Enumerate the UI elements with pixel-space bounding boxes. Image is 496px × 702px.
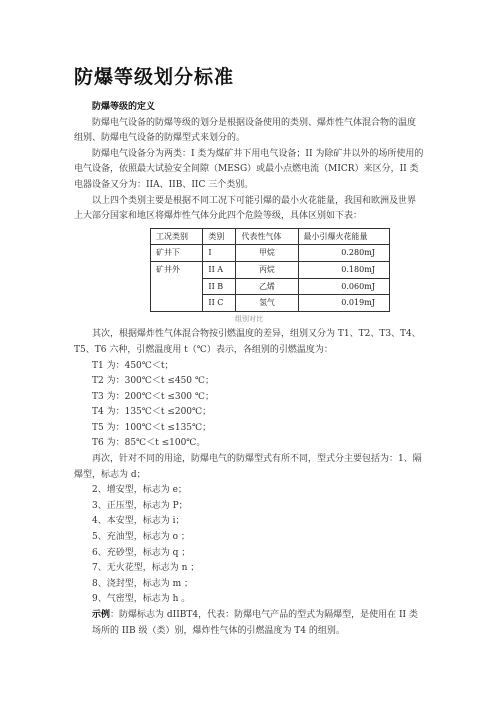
table-cell: 0.280mJ — [298, 245, 389, 262]
protection-type-item: 7、无火花型，标志为 n ； — [92, 563, 200, 574]
protection-type-item: 6、充砂型，标志为 q ； — [92, 547, 191, 558]
temperature-group-item: T5 为：100℃＜t ≤135℃； — [92, 422, 212, 433]
paragraph-definition: 防爆电气设备的防爆等级的划分是根据设备使用的类别、爆炸性气体混合物的温度组别、防爆电气设备的防爆型式来划分的。 — [74, 117, 417, 144]
table-cell: 矿井下 — [151, 245, 203, 262]
table-header-cell: 最小引爆火花能量 — [298, 228, 389, 245]
table-cell: 乙烯 — [236, 278, 298, 295]
table-cell: I — [203, 245, 236, 262]
protection-type-item: 5、充油型，标志为 o ； — [92, 532, 190, 543]
table-cell: 0.019mJ — [298, 295, 389, 312]
example-label: 示例 — [92, 610, 111, 620]
table-row — [151, 261, 390, 278]
example-paragraph — [74, 608, 424, 639]
table-cell: 矿井外 — [151, 261, 203, 311]
protection-type-item: 9、气密型，标志为 h 。 — [92, 594, 191, 605]
table-cell: 丙烷 — [236, 261, 298, 278]
table-caption: 组别对比 — [235, 314, 263, 323]
table-cell: II A — [203, 261, 236, 278]
table-header-cell: 工况类别 — [151, 228, 203, 245]
paragraph-table-intro: 以上四个类别主要是根据不同工况下可能引爆的最小火花能量，我国和欧洲及世界上大部分国家和地区将爆炸性气体分此四个危险等级，具体区别如下表： — [74, 195, 417, 222]
temperature-group-item: T4 为：135℃＜t ≤200℃； — [92, 407, 212, 418]
page-title: 防爆等级划分标准 — [74, 66, 235, 88]
document-body — [74, 100, 424, 639]
temperature-group-item: T1 为：450℃＜t； — [92, 360, 174, 371]
protection-type-item: 8、浇封型，标志为 m ； — [92, 578, 193, 589]
table-header-cell: 代表性气体 — [236, 228, 298, 245]
paragraph-temperature-intro: 其次，根据爆炸性气体混合物按引燃温度的差异，组别又分为 T1、T2、T3、T4、T5、T6 六种，引燃温度用 t（℃）表示，各组别的引燃温度为： — [74, 329, 421, 355]
table-cell: II B — [203, 278, 236, 295]
protection-type-item: 2、增安型，标志为 e； — [92, 485, 187, 496]
section-heading: 防爆等级的定义 — [92, 102, 156, 112]
table-cell: 0.060mJ — [298, 278, 389, 295]
protection-type-item: 3、正压型，标志为 P； — [92, 500, 188, 511]
example-text: ：防爆标志为 dIIBT4，代表：防爆电气产品的型式为隔爆型，是使用在 II 类场所的 IIB 级（类）别，爆炸性气体的引燃温度为 T4 的组别。 — [92, 610, 418, 636]
paragraph-classes: 防爆电气设备分为两类：I 类为煤矿井下用电气设备；II 为除矿井以外的场所使用的电气设备，依照最大试验安全间隙（MESG）或最小点燃电流（MICR）来区分，II 类电器设备又分为：IIA、IIB、IIC 三个类别。 — [74, 148, 424, 190]
table-cell: 氢气 — [236, 295, 298, 312]
table-row — [151, 245, 390, 262]
paragraph-types-intro: 再次，针对不同的用途，防爆电气的防爆型式有所不同，型式分主要包括为：1、隔爆型，标志为 d； — [74, 454, 422, 480]
group-comparison-table — [150, 228, 390, 312]
temperature-group-item: T2 为：300℃＜t ≤450 ℃； — [92, 376, 214, 387]
table-cell: 甲烷 — [236, 245, 298, 262]
table-header-cell: 类别 — [203, 228, 236, 245]
protection-type-item: 4、本安型，标志为 i； — [92, 516, 185, 527]
temperature-group-item: T3 为：200℃＜t ≤300 ℃； — [92, 391, 214, 402]
table-cell: II C — [203, 295, 236, 312]
table-header-row — [151, 228, 390, 245]
table-cell: 0.180mJ — [298, 261, 389, 278]
temperature-group-item: T6 为：85℃＜t ≤100℃。 — [92, 438, 206, 449]
